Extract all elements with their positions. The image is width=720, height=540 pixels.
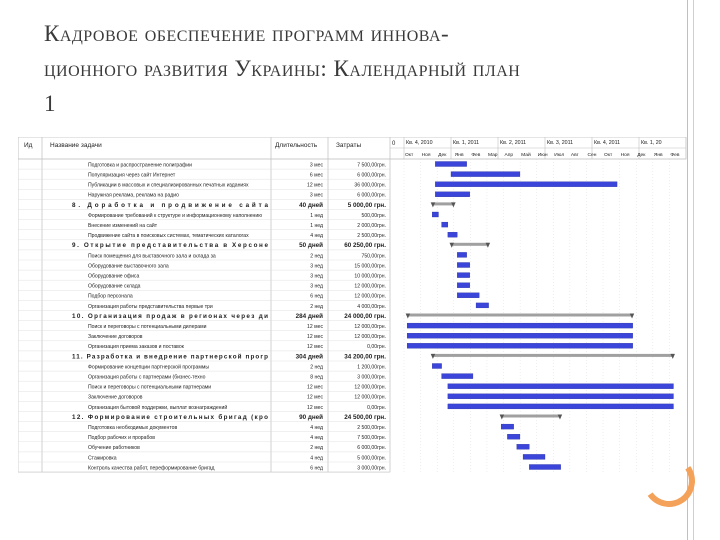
task-bar — [442, 222, 448, 227]
task-bar — [448, 384, 674, 389]
task-duration: 3 нед — [310, 283, 323, 290]
task-duration: 12 мес — [307, 384, 323, 391]
task-cost: 5 000,00 грн. — [347, 201, 386, 209]
task-bar — [448, 394, 674, 399]
summary-bar — [407, 314, 633, 317]
task-cost: 12 000,00грн. — [354, 394, 386, 401]
task-cost: 12 000,00грн. — [354, 384, 386, 391]
task-cost: 24 000,00 грн. — [344, 312, 386, 320]
task-duration: 12 мес — [307, 404, 323, 411]
month-label: Окт — [604, 153, 613, 158]
task-duration: 50 дней — [299, 242, 323, 250]
task-cost: 15 000,00грн. — [354, 263, 386, 270]
task-name: Оборудование выставочного зала — [88, 263, 169, 270]
summary-bar — [432, 202, 454, 205]
task-cost: 0,00грн. — [367, 404, 386, 411]
task-duration: 3 нед — [310, 273, 323, 280]
slide-title — [44, 16, 684, 121]
task-bar — [457, 273, 470, 278]
task-duration: 2 нед — [310, 303, 323, 310]
task-bar — [407, 323, 633, 328]
task-name: Поиск и переговоры с потенциальными дилерами — [88, 324, 207, 330]
task-cost: 12 000,00грн. — [354, 283, 386, 290]
title-line-3: 1 — [44, 91, 56, 116]
task-duration: 3 нед — [310, 263, 323, 270]
task-cost: 3 000,00грн. — [357, 465, 386, 472]
task-name: Заключение договоров — [88, 394, 143, 401]
month-label: Авг — [570, 153, 579, 158]
header-name: Название задачи — [50, 142, 102, 149]
month-label: Окт — [405, 153, 414, 158]
quarter-label: Кв. 4, 2011 — [594, 140, 621, 146]
task-name: 9. Открытие представительства в Херсоне — [72, 242, 268, 250]
task-duration: 304 дней — [295, 353, 323, 361]
month-label: Фев — [471, 153, 481, 158]
month-label: Май — [521, 153, 531, 158]
task-bar — [457, 283, 470, 288]
task-bar — [448, 404, 674, 409]
task-duration: 12 мес — [307, 334, 323, 341]
quarter-label: Кв. 1, 20 — [641, 140, 662, 146]
task-duration: 2 нед — [310, 253, 323, 260]
month-label: Янв — [454, 153, 464, 158]
task-name: Обучение работников — [88, 445, 140, 452]
task-duration: 1 нед — [310, 212, 323, 219]
month-label: Сен — [587, 153, 597, 158]
task-cost: 34 200,00 грн. — [344, 353, 386, 361]
month-label: Мар — [487, 153, 498, 158]
task-duration: 6 нед — [310, 293, 323, 300]
task-duration: 12 мес — [307, 182, 323, 189]
task-name: Заключение договоров — [88, 334, 143, 341]
task-duration: 40 дней — [299, 201, 323, 209]
task-name: Контроль качества работ, переформирование бригад — [88, 465, 215, 472]
summary-bar — [432, 354, 673, 357]
quarter-label: Кв. 3, 2011 — [547, 140, 574, 146]
task-cost: 10 000,00грн. — [354, 273, 386, 280]
task-bar — [501, 424, 514, 429]
task-name: Формирование концепции партнерской программы — [88, 364, 210, 371]
task-name: Популяризация через сайт Интернет — [88, 172, 176, 179]
quarter-label: Кв. 1, 2011 — [453, 140, 480, 146]
month-label: Ноя — [620, 153, 630, 158]
task-cost: 7 500,00грн. — [357, 435, 386, 442]
task-name: Подбор рабочих и прорабов — [88, 435, 155, 442]
task-name: Продвижение сайта в поисковых системах, тематических каталогах — [88, 233, 249, 240]
task-bar — [435, 182, 617, 187]
task-name: Организация работы с партнерами (бизнес-техно — [88, 374, 206, 381]
slide-frame-right — [687, 0, 720, 540]
task-cost: 6 000,00грн. — [357, 192, 386, 199]
task-duration: 4 нед — [310, 435, 323, 442]
summary-bar — [451, 243, 489, 246]
task-duration: 2 нед — [310, 445, 323, 452]
task-duration: 12 мес — [307, 324, 323, 330]
task-name: 10. Организация продаж в регионах через ди — [72, 312, 268, 320]
task-bar — [457, 293, 479, 298]
task-bar — [451, 172, 520, 177]
task-name: Подбор персонала — [88, 293, 133, 300]
task-name: 11. Разработка и внедрение партнерской прогр — [72, 353, 268, 361]
task-bar — [507, 434, 520, 439]
task-cost: 3 000,00грн. — [357, 374, 386, 381]
task-cost: 500,00грн. — [361, 212, 386, 219]
task-name: Наружная реклама, реклама на радио — [88, 192, 179, 199]
task-cost: 12 000,00грн. — [354, 293, 386, 300]
task-bar — [432, 212, 438, 217]
task-duration: 8 нед — [310, 374, 323, 381]
task-duration: 284 дней — [295, 312, 323, 320]
task-cost: 60 250,00 грн. — [344, 242, 386, 250]
month-label: Фев — [670, 153, 680, 158]
task-bar — [457, 263, 470, 268]
header-id: Ид — [24, 142, 33, 149]
task-bar — [407, 333, 633, 338]
task-name: Внесение изменений на сайт — [88, 223, 158, 229]
month-label: Апр — [504, 153, 514, 158]
slide-frame-line — [693, 0, 694, 540]
summary-bar — [501, 415, 561, 418]
task-bar — [435, 162, 466, 167]
task-name: Публикации в массовых и специализированных печатных изданиях — [88, 182, 249, 189]
task-cost: 6 000,00грн. — [357, 445, 386, 452]
header-cost: Затраты — [336, 142, 362, 149]
task-bar — [476, 303, 489, 308]
task-cost: 6 000,00грн. — [357, 172, 386, 179]
title-line-1: Кадровое обеспечение программ иннова- — [44, 21, 450, 46]
task-duration: 4 нед — [310, 425, 323, 431]
task-name: Организация приема заказов и поставок — [88, 344, 184, 351]
task-cost: 2 500,00грн. — [357, 425, 386, 431]
month-label: Июн — [537, 153, 548, 158]
task-cost: 7 500,00грн. — [357, 162, 386, 169]
task-cost: 4 000,00грн. — [357, 303, 386, 310]
task-name: 8. Доработка и продвижение сайта — [72, 201, 268, 209]
task-name: Подготовка и распространение полиграфии — [88, 162, 192, 169]
task-bar — [448, 232, 457, 237]
task-bar — [407, 343, 633, 348]
quarter-label: Кв. 2, 2011 — [500, 140, 527, 146]
task-bar — [435, 192, 469, 197]
task-duration: 4 нед — [310, 233, 323, 240]
task-duration: 6 мес — [309, 172, 323, 179]
task-name: Поиск помещения для выставочного зала и склада за — [88, 253, 216, 260]
gantt-chart — [18, 137, 688, 477]
task-bar — [442, 374, 473, 379]
header-duration: Длительность — [275, 142, 318, 149]
task-name: Стажировка — [88, 455, 117, 462]
header-zero: 0 — [392, 141, 396, 147]
task-duration: 1 нед — [310, 223, 323, 229]
task-duration: 2 нед — [310, 364, 323, 371]
task-name: Поиск и переговоры с потенциальными партнерами — [88, 384, 212, 391]
month-label: Ноя — [421, 153, 431, 158]
task-name: Формирование требований к структуре и информационному наполнению — [88, 212, 263, 219]
task-name: Оборудование офиса — [88, 273, 140, 280]
quarter-label: Кв. 4, 2010 — [406, 140, 433, 146]
task-duration: 3 мес — [309, 192, 323, 199]
task-cost: 12 000,00грн. — [354, 334, 386, 341]
task-cost: 750,00грн. — [361, 253, 386, 260]
task-duration: 6 нед — [310, 465, 323, 472]
task-duration: 12 мес — [307, 394, 323, 401]
task-duration: 3 мес — [309, 162, 323, 169]
task-name: Оборудование склада — [88, 283, 141, 290]
month-label: Июл — [554, 153, 565, 158]
title-line-2: ционного развития Украины: Календарный план — [44, 56, 521, 81]
month-label: Дек — [637, 153, 646, 158]
month-label: Дек — [438, 153, 447, 158]
task-cost: 2 500,00грн. — [357, 233, 386, 240]
task-cost: 2 000,00грн. — [357, 223, 386, 229]
task-duration: 12 мес — [307, 344, 323, 351]
task-bar — [517, 444, 530, 449]
task-cost: 36 000,00грн. — [354, 182, 386, 189]
task-cost: 1 200,00грн. — [357, 364, 386, 371]
task-cost: 5 000,00грн. — [357, 455, 386, 462]
task-name: Организация бытовой поддержки, выплат вознаграждений — [88, 404, 228, 411]
task-cost: 12 000,00грн. — [354, 324, 386, 330]
task-name: Подготовка необходимых документов — [88, 425, 178, 431]
task-duration: 4 нед — [310, 455, 323, 462]
month-label: Янв — [653, 153, 663, 158]
task-bar — [529, 465, 560, 470]
task-bar — [432, 364, 441, 369]
task-name: 12. Формирование строительных бригад (кро — [72, 413, 268, 421]
task-bar — [523, 454, 545, 459]
task-cost: 24 500,00 грн. — [344, 413, 386, 421]
task-bar — [457, 252, 466, 257]
task-cost: 0,00грн. — [367, 344, 386, 351]
task-name: Организация работы представительства первые три — [88, 303, 213, 310]
task-duration: 90 дней — [299, 413, 323, 421]
